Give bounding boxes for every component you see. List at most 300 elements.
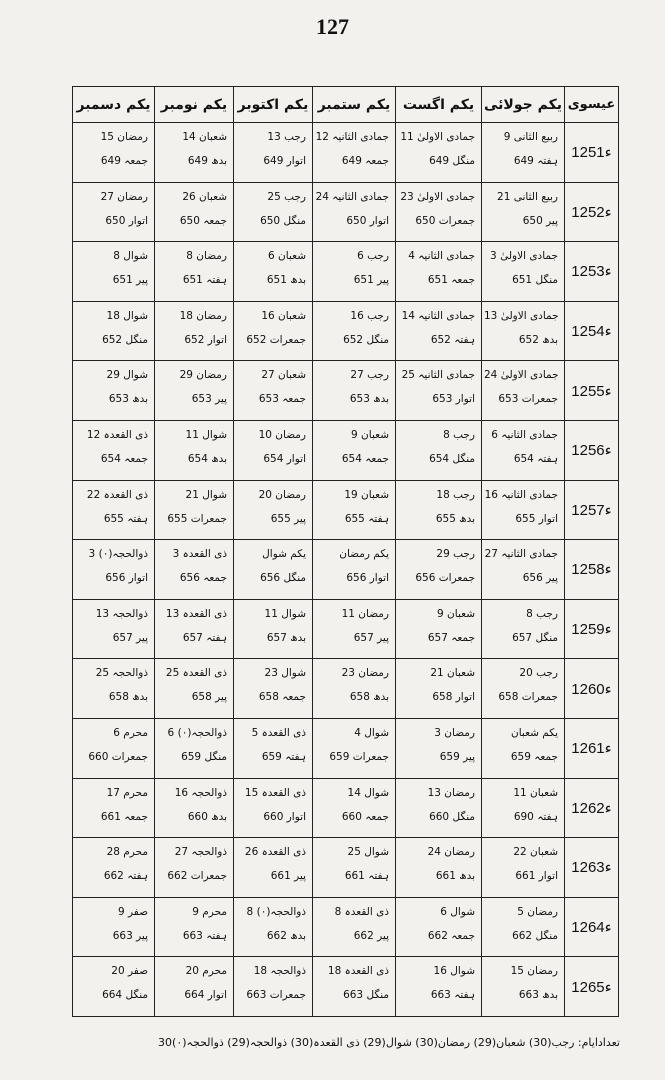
hijri-year-weekday: 654 ہفتہ	[513, 452, 558, 465]
hijri-year-weekday: 660 جمعرات	[88, 750, 148, 763]
hijri-year-weekday: 655 ہفتہ	[344, 512, 389, 525]
date-cell	[234, 718, 313, 778]
hijri-year-weekday: 658 جمعہ	[258, 691, 306, 704]
date-cell	[482, 778, 565, 838]
hijri-year-weekday: 661 جمعہ	[100, 810, 148, 823]
date-cell	[396, 420, 482, 480]
hijri-year-weekday: 651 پیر	[112, 274, 148, 287]
hijri-date: 23 رمضان	[341, 667, 389, 680]
hijri-date: 16 رجب	[350, 309, 389, 322]
hijri-year-weekday: 662 جمعہ	[427, 929, 475, 942]
hijri-date: 18 رمضان	[179, 309, 227, 322]
hijri-year-weekday: 654 اتوار	[263, 452, 306, 465]
table-row	[73, 778, 619, 838]
hijri-year-weekday: 663 ہفتہ	[182, 929, 227, 942]
hijri-date: 18 شوال	[106, 309, 148, 322]
gregorian-year: 1261ء	[565, 718, 619, 778]
hijri-year-weekday: 661 ہفتہ	[344, 870, 389, 883]
hijri-year-weekday: 657 پیر	[353, 631, 389, 644]
header-row	[73, 87, 619, 123]
hijri-year-weekday: 659 ہفتہ	[261, 750, 306, 763]
hijri-date: 20 محرم	[185, 965, 227, 978]
date-cell	[155, 897, 234, 957]
hijri-date: 27 ذوالحجہ	[174, 846, 227, 859]
hijri-date: 8 رجب	[526, 607, 558, 620]
date-cell	[234, 957, 313, 1017]
date-cell	[155, 242, 234, 302]
gregorian-year: 1264ء	[565, 897, 619, 957]
table-row	[73, 182, 619, 242]
hijri-year-weekday: 649 اتوار	[263, 155, 306, 167]
date-cell	[482, 301, 565, 361]
hijri-date: 9 محرم	[192, 905, 227, 918]
hijri-date: 21 شعبان	[430, 667, 475, 680]
hijri-date: 20 رجب	[519, 667, 558, 680]
table-row	[73, 718, 619, 778]
hijri-year-weekday: 657 جمعہ	[427, 631, 475, 644]
hijri-date: 13 جمادی الاولیٰ	[484, 309, 559, 322]
hijri-year-weekday: 652 بدھ	[518, 333, 558, 346]
hijri-year-weekday: 661 پیر	[270, 870, 306, 883]
hijri-year-weekday: 659 منگل	[181, 750, 227, 763]
date-cell	[482, 123, 565, 183]
date-cell	[482, 838, 565, 898]
gregorian-year: 1253ء	[565, 242, 619, 302]
gregorian-year: 1258ء	[565, 540, 619, 600]
hijri-year-weekday: 654 بدھ	[187, 452, 227, 465]
header-month: یکم دسمبر	[73, 87, 155, 123]
hijri-year-weekday: 657 منگل	[512, 631, 558, 644]
hijri-date: 26 شعبان	[182, 190, 227, 203]
hijri-date: 15 رمضان	[100, 131, 148, 143]
hijri-year-weekday: 650 پیر	[522, 214, 558, 227]
hijri-year-weekday: 656 جمعرات	[415, 572, 475, 585]
table-row	[73, 301, 619, 361]
date-cell	[313, 957, 396, 1017]
date-cell	[396, 957, 482, 1017]
hijri-year-weekday: 663 منگل	[343, 989, 389, 1002]
date-cell	[73, 480, 155, 540]
gregorian-year: 1263ء	[565, 838, 619, 898]
date-cell	[482, 480, 565, 540]
hijri-year-weekday: 656 اتوار	[346, 572, 389, 585]
hijri-date: 27 رمضان	[100, 190, 148, 203]
hijri-year-weekday: 659 پیر	[439, 750, 475, 763]
hijri-year-weekday: 653 جمعرات	[498, 393, 558, 406]
gregorian-year: 1257ء	[565, 480, 619, 540]
hijri-year-weekday: 650 منگل	[260, 214, 306, 227]
date-cell	[234, 301, 313, 361]
date-cell	[396, 599, 482, 659]
hijri-year-weekday: 654 جمعہ	[100, 452, 148, 465]
date-cell	[482, 242, 565, 302]
hijri-year-weekday: 662 جمعرات	[167, 870, 227, 883]
hijri-date: 22 شعبان	[513, 846, 558, 859]
hijri-date: 26 ذی القعدہ	[244, 846, 306, 859]
hijri-date: 6 ذوالحجہ(۰)	[167, 726, 227, 739]
hijri-date: 9 شعبان	[437, 607, 475, 620]
hijri-date: 3 رمضان	[434, 726, 475, 739]
hijri-date: 23 جمادی الاولیٰ	[400, 190, 475, 203]
hijri-date: 11 جمادی الاولیٰ	[400, 131, 475, 143]
gregorian-year: 1255ء	[565, 361, 619, 421]
date-cell	[73, 242, 155, 302]
hijri-year-weekday: 652 منگل	[102, 333, 148, 346]
hijri-year-weekday: 649 جمعہ	[341, 155, 389, 167]
date-cell	[234, 182, 313, 242]
date-cell	[155, 659, 234, 719]
date-cell	[73, 838, 155, 898]
date-cell	[234, 897, 313, 957]
date-cell	[482, 182, 565, 242]
hijri-date: 6 شوال	[440, 905, 475, 918]
hijri-date: 6 رجب	[357, 250, 389, 263]
date-cell	[234, 242, 313, 302]
hijri-date: 9 ربیع الثانی	[503, 131, 558, 143]
hijri-year-weekday: 655 بدھ	[435, 512, 475, 525]
table-row	[73, 242, 619, 302]
hijri-date: 24 جمادی الاولیٰ	[484, 369, 559, 382]
date-cell	[313, 301, 396, 361]
hijri-date: 25 ذوالحجہ	[95, 667, 148, 680]
date-cell	[313, 480, 396, 540]
date-cell	[396, 182, 482, 242]
hijri-year-weekday: 661 بدھ	[435, 870, 475, 883]
date-cell	[482, 718, 565, 778]
hijri-date: 23 شوال	[264, 667, 306, 680]
hijri-year-weekday: 656 منگل	[260, 572, 306, 585]
date-cell	[482, 659, 565, 719]
date-cell	[396, 480, 482, 540]
date-cell	[155, 123, 234, 183]
hijri-date: 29 رمضان	[179, 369, 227, 382]
hijri-year-weekday: 652 منگل	[343, 333, 389, 346]
hijri-year-weekday: 651 ہفتہ	[182, 274, 227, 287]
hijri-date: 11 شعبان	[513, 786, 558, 799]
date-cell	[234, 540, 313, 600]
date-cell	[482, 540, 565, 600]
hijri-date: 16 جمادی الثانیہ	[484, 488, 558, 501]
hijri-year-weekday: 653 اتوار	[432, 393, 475, 406]
hijri-date: 11 شوال	[185, 428, 227, 441]
date-cell	[234, 420, 313, 480]
hijri-year-weekday: 658 پیر	[191, 691, 227, 704]
hijri-year-weekday: 690 ہفتہ	[513, 810, 558, 823]
calendar-table	[72, 86, 619, 1017]
hijri-year-weekday: 650 اتوار	[105, 214, 148, 227]
hijri-date: 22 ذی القعدہ	[86, 488, 148, 501]
date-cell	[234, 778, 313, 838]
hijri-date: 25 رجب	[267, 190, 306, 203]
date-cell	[313, 659, 396, 719]
date-cell	[313, 123, 396, 183]
date-cell	[313, 361, 396, 421]
hijri-year-weekday: 662 پیر	[353, 929, 389, 942]
table-row	[73, 123, 619, 183]
hijri-date: 25 ذی القعدہ	[165, 667, 227, 680]
hijri-year-weekday: 650 جمعرات	[415, 214, 475, 227]
hijri-date: 12 ذی القعدہ	[86, 428, 148, 441]
table-row	[73, 540, 619, 600]
date-cell	[73, 778, 155, 838]
hijri-date: 29 شوال	[106, 369, 148, 382]
hijri-year-weekday: 651 پیر	[353, 274, 389, 287]
header-year: عیسوی	[565, 87, 619, 123]
hijri-date: 24 رمضان	[427, 846, 475, 859]
date-cell	[73, 420, 155, 480]
hijri-year-weekday: 652 ہفتہ	[430, 333, 475, 346]
table-row	[73, 838, 619, 898]
table-row	[73, 897, 619, 957]
hijri-year-weekday: 658 جمعرات	[498, 691, 558, 704]
date-cell	[396, 361, 482, 421]
hijri-date: 14 شعبان	[182, 131, 227, 143]
hijri-year-weekday: 662 بدھ	[266, 929, 306, 942]
table-row	[73, 659, 619, 719]
date-cell	[313, 182, 396, 242]
hijri-date: 6 شعبان	[268, 250, 306, 263]
hijri-date: 21 ربیع الثانی	[497, 190, 558, 203]
hijri-year-weekday: 654 منگل	[429, 452, 475, 465]
date-cell	[155, 182, 234, 242]
date-cell	[234, 123, 313, 183]
gregorian-year: 1262ء	[565, 778, 619, 838]
hijri-date: 4 جمادی الثانیہ	[408, 250, 475, 263]
hijri-year-weekday: 651 بدھ	[266, 274, 306, 287]
hijri-date: 6 جمادی الثانیہ	[491, 428, 558, 441]
hijri-date: 8 ذوالحجہ(۰)	[246, 905, 306, 918]
hijri-year-weekday: 655 پیر	[270, 512, 306, 525]
hijri-year-weekday: 650 جمعہ	[179, 214, 227, 227]
date-cell	[396, 897, 482, 957]
hijri-year-weekday: 649 ہفتہ	[513, 155, 558, 167]
date-cell	[73, 718, 155, 778]
hijri-year-weekday: 660 منگل	[429, 810, 475, 823]
hijri-year-weekday: 650 اتوار	[346, 214, 389, 227]
hijri-year-weekday: 652 اتوار	[184, 333, 227, 346]
date-cell	[313, 718, 396, 778]
date-cell	[396, 659, 482, 719]
date-cell	[155, 420, 234, 480]
header-month: یکم اکتوبر	[234, 87, 313, 123]
hijri-date: 18 رجب	[436, 488, 475, 501]
gregorian-year: 1251ء	[565, 123, 619, 183]
date-cell	[73, 301, 155, 361]
hijri-date: 18 ذوالحجہ	[253, 965, 306, 978]
page-number: 127	[316, 14, 349, 39]
date-cell	[73, 540, 155, 600]
hijri-date: 20 رمضان	[258, 488, 306, 501]
date-cell	[234, 659, 313, 719]
hijri-date: 3 ذوالحجہ(۰)	[88, 548, 148, 561]
hijri-date: 11 رمضان	[341, 607, 389, 620]
date-cell	[73, 897, 155, 957]
date-cell	[234, 480, 313, 540]
hijri-date: 8 شوال	[113, 250, 148, 263]
hijri-date: 24 جمادی الثانیہ	[315, 190, 389, 203]
hijri-year-weekday: 656 پیر	[522, 572, 558, 585]
hijri-date: 21 شوال	[185, 488, 227, 501]
date-cell	[155, 599, 234, 659]
hijri-date: یکم شوال	[262, 548, 306, 561]
date-cell	[155, 361, 234, 421]
date-cell	[155, 540, 234, 600]
hijri-year-weekday: 653 جمعہ	[258, 393, 306, 406]
date-cell	[155, 778, 234, 838]
gregorian-year: 1252ء	[565, 182, 619, 242]
date-cell	[396, 718, 482, 778]
date-cell	[482, 361, 565, 421]
hijri-year-weekday: 655 جمعرات	[167, 512, 227, 525]
hijri-date: 25 جمادی الثانیہ	[401, 369, 475, 382]
hijri-date: 5 رمضان	[517, 905, 558, 918]
header-month: یکم ستمبر	[313, 87, 396, 123]
hijri-date: 14 شوال	[347, 786, 389, 799]
hijri-year-weekday: 663 ہفتہ	[430, 989, 475, 1002]
hijri-date: 8 رجب	[443, 428, 475, 441]
hijri-date: 19 شعبان	[344, 488, 389, 501]
date-cell	[396, 123, 482, 183]
hijri-date: 13 رمضان	[427, 786, 475, 799]
hijri-date: 6 محرم	[113, 726, 148, 739]
hijri-year-weekday: 663 پیر	[112, 929, 148, 942]
hijri-year-weekday: 664 اتوار	[184, 989, 227, 1002]
hijri-year-weekday: 653 بدھ	[349, 393, 389, 406]
hijri-year-weekday: 660 جمعہ	[341, 810, 389, 823]
hijri-year-weekday: 656 جمعہ	[179, 572, 227, 585]
gregorian-year: 1256ء	[565, 420, 619, 480]
hijri-date: 20 صفر	[111, 965, 148, 978]
table-row	[73, 480, 619, 540]
date-cell	[313, 420, 396, 480]
date-cell	[234, 361, 313, 421]
hijri-year-weekday: 662 منگل	[512, 929, 558, 942]
hijri-date: 9 صفر	[117, 905, 148, 918]
hijri-date: 3 جمادی الاولیٰ	[490, 250, 558, 263]
date-cell	[396, 242, 482, 302]
hijri-date: 13 ذوالحجہ	[95, 607, 148, 620]
hijri-date: 27 شعبان	[261, 369, 306, 382]
date-cell	[73, 957, 155, 1017]
hijri-year-weekday: 663 بدھ	[518, 989, 558, 1002]
date-cell	[313, 838, 396, 898]
hijri-date: 25 شوال	[347, 846, 389, 859]
table-row	[73, 957, 619, 1017]
hijri-date: 16 ذوالحجہ	[174, 786, 227, 799]
date-cell	[482, 897, 565, 957]
hijri-date: 16 شوال	[433, 965, 475, 978]
gregorian-year: 1260ء	[565, 659, 619, 719]
date-cell	[482, 957, 565, 1017]
hijri-year-weekday: 655 ہفتہ	[103, 512, 148, 525]
hijri-year-weekday: 660 اتوار	[263, 810, 306, 823]
hijri-year-weekday: 651 منگل	[512, 274, 558, 287]
hijri-date: 3 ذی القعدہ	[172, 548, 227, 561]
header-month: یکم اگست	[396, 87, 482, 123]
hijri-year-weekday: 649 منگل	[429, 155, 475, 167]
table-row	[73, 420, 619, 480]
date-cell	[482, 599, 565, 659]
gregorian-year: 1265ء	[565, 957, 619, 1017]
hijri-year-weekday: 649 جمعہ	[100, 155, 148, 167]
hijri-year-weekday: 656 اتوار	[105, 572, 148, 585]
hijri-year-weekday: 658 بدھ	[349, 691, 389, 704]
hijri-year-weekday: 658 بدھ	[108, 691, 148, 704]
hijri-year-weekday: 652 جمعرات	[246, 333, 306, 346]
hijri-date: 4 شوال	[354, 726, 389, 739]
hijri-date: 13 رجب	[267, 131, 306, 143]
hijri-year-weekday: 657 ہفتہ	[182, 631, 227, 644]
hijri-year-weekday: 658 اتوار	[432, 691, 475, 704]
date-cell	[155, 301, 234, 361]
table-row	[73, 361, 619, 421]
hijri-year-weekday: 654 جمعہ	[341, 452, 389, 465]
hijri-date: 27 جمادی الثانیہ	[484, 548, 558, 561]
date-cell	[155, 480, 234, 540]
hijri-date: یکم رمضان	[339, 548, 389, 561]
date-cell	[73, 182, 155, 242]
hijri-year-weekday: 663 جمعرات	[246, 989, 306, 1002]
hijri-date: 27 رجب	[350, 369, 389, 382]
hijri-date: 28 محرم	[106, 846, 148, 859]
date-cell	[73, 659, 155, 719]
date-cell	[396, 838, 482, 898]
hijri-date: 12 جمادی الثانیہ	[315, 131, 389, 143]
hijri-date: 17 محرم	[106, 786, 148, 799]
hijri-year-weekday: 662 ہفتہ	[103, 870, 148, 883]
hijri-date: 16 شعبان	[261, 309, 306, 322]
hijri-year-weekday: 657 بدھ	[266, 631, 306, 644]
hijri-date: 8 ذی القعدہ	[334, 905, 389, 918]
hijri-year-weekday: 664 منگل	[102, 989, 148, 1002]
hijri-year-weekday: 649 بدھ	[187, 155, 227, 167]
hijri-date: 11 شوال	[264, 607, 306, 620]
date-cell	[313, 897, 396, 957]
hijri-year-weekday: 661 اتوار	[515, 870, 558, 883]
hijri-year-weekday: 659 جمعہ	[510, 750, 558, 763]
date-cell	[313, 778, 396, 838]
hijri-date: 29 رجب	[436, 548, 475, 561]
header-month: یکم جولائی	[482, 87, 565, 123]
date-cell	[234, 838, 313, 898]
hijri-year-weekday: 657 پیر	[112, 631, 148, 644]
date-cell	[73, 123, 155, 183]
date-cell	[155, 838, 234, 898]
hijri-date: 18 ذی القعدہ	[327, 965, 389, 978]
date-cell	[313, 540, 396, 600]
header-month: یکم نومبر	[155, 87, 234, 123]
date-cell	[73, 599, 155, 659]
date-cell	[155, 957, 234, 1017]
hijri-date: 8 رمضان	[186, 250, 227, 263]
hijri-date: 13 ذی القعدہ	[165, 607, 227, 620]
hijri-date: 15 ذی القعدہ	[244, 786, 306, 799]
hijri-year-weekday: 659 جمعرات	[329, 750, 389, 763]
hijri-date: 9 شعبان	[351, 428, 389, 441]
date-cell	[313, 242, 396, 302]
date-cell	[482, 420, 565, 480]
hijri-year-weekday: 655 اتوار	[515, 512, 558, 525]
footer-day-counts: تعدادایام: رجب(30) شعبان(29) رمضان(30) شوال(29) ذی القعدہ(30) ذوالحجہ(29) ذوالحجہ(۰)30	[158, 1036, 620, 1049]
date-cell	[396, 301, 482, 361]
hijri-date: یکم شعبان	[511, 726, 558, 739]
gregorian-year: 1254ء	[565, 301, 619, 361]
hijri-year-weekday: 651 جمعہ	[427, 274, 475, 287]
hijri-date: 15 رمضان	[510, 965, 558, 978]
hijri-date: 14 جمادی الثانیہ	[401, 309, 475, 322]
date-cell	[155, 718, 234, 778]
date-cell	[396, 540, 482, 600]
